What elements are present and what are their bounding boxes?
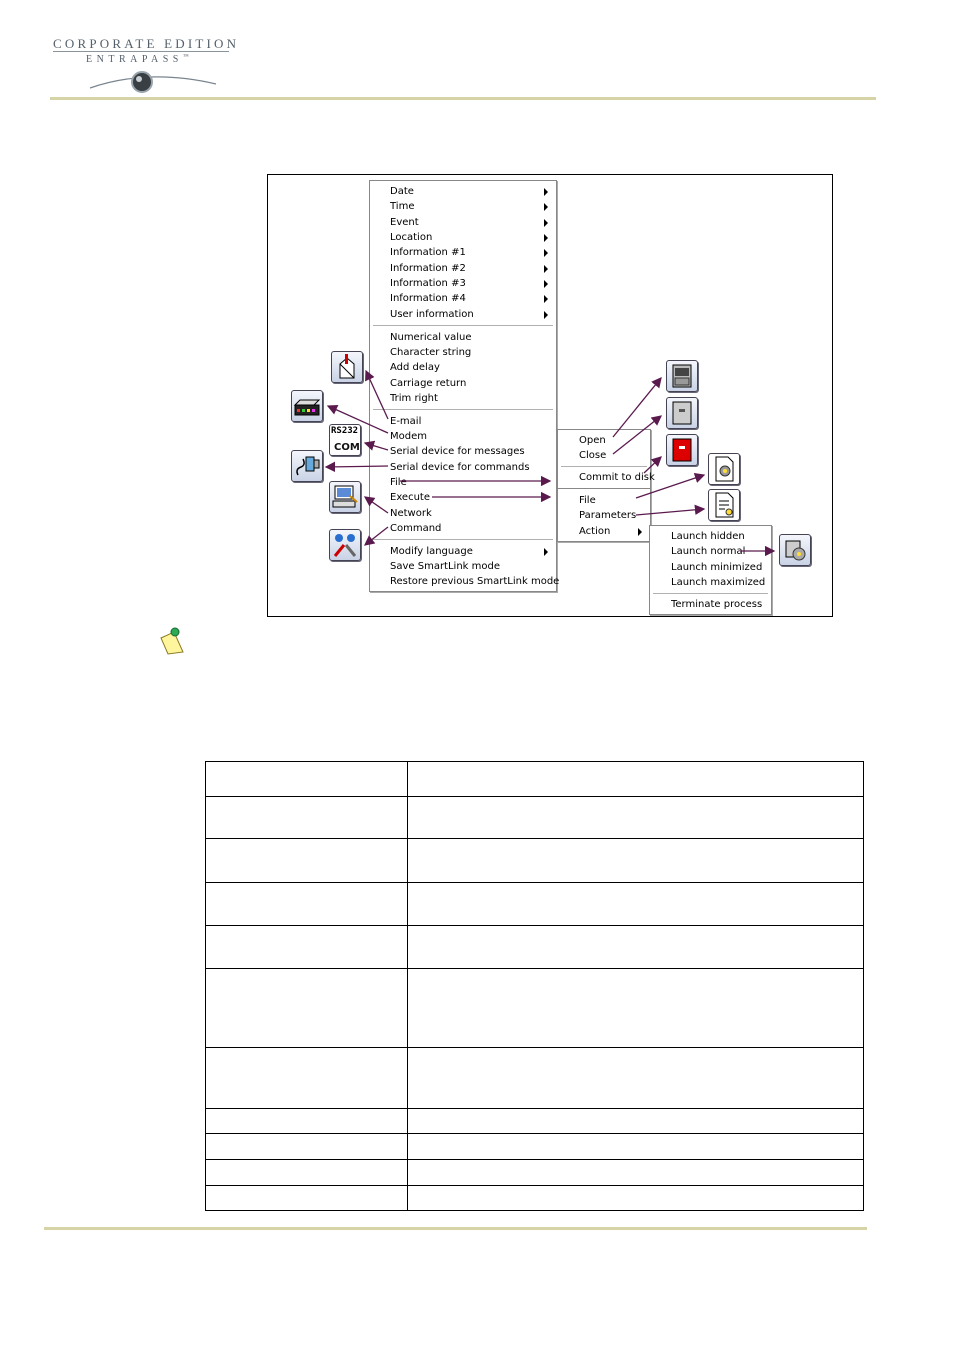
table-cell [206,926,408,969]
table-header-row [206,762,864,797]
file-commit-item[interactable]: Commit to disk [579,472,655,483]
menu-item-serial-commands[interactable]: Serial device for commands [390,462,530,473]
table-cell [206,762,408,797]
table-cell [408,1186,864,1211]
table-row [206,839,864,883]
execute-parameters-item[interactable]: Parameters [579,510,637,521]
launch-maximized-item[interactable]: Launch maximized [671,577,766,588]
menu-item-date[interactable]: Date [390,186,414,197]
table-cell [408,762,864,797]
menu-item-information-4[interactable]: Information #4 [390,293,466,304]
note-pushpin-icon [158,626,186,656]
table-cell [206,839,408,883]
menu-item-location[interactable]: Location [390,232,433,243]
brand-line-1: CORPORATE EDITION [53,36,240,51]
entrapass-logo [50,32,240,94]
table-cell [408,1048,864,1109]
table-row [206,1109,864,1134]
table-cell [408,839,864,883]
file-close-item[interactable]: Close [579,450,607,461]
description-table [205,761,864,1211]
table-cell [408,1109,864,1134]
rs232-label: RS232 [331,426,359,436]
table-cell [408,1134,864,1160]
execute-action-item[interactable]: Action [579,526,611,537]
menu-item-add-delay[interactable]: Add delay [390,362,440,373]
launch-normal-item[interactable]: Launch normal [671,546,746,557]
footer-rule [44,1227,867,1230]
menu-item-time[interactable]: Time [390,201,415,212]
launch-minimized-item[interactable]: Launch minimized [671,562,763,573]
table-cell [206,1160,408,1186]
menu-item-information-1[interactable]: Information #1 [390,247,466,258]
menu-item-execute[interactable]: Execute [390,492,430,503]
menu-item-command[interactable]: Command [390,523,442,534]
menu-item-numerical-value[interactable]: Numerical value [390,332,472,343]
table-cell [206,1109,408,1134]
table-cell [408,1160,864,1186]
menu-item-trim-right[interactable]: Trim right [390,393,438,404]
table-cell [408,969,864,1048]
brand-rule [53,51,229,52]
connector-arrows [268,175,834,618]
menu-item-email[interactable]: E-mail [390,416,422,427]
menu-item-network[interactable]: Network [390,508,432,519]
header-rule [50,97,876,100]
table-row [206,1160,864,1186]
table-row [206,883,864,926]
table-row [206,969,864,1048]
table-row [206,926,864,969]
file-open-item[interactable]: Open [579,435,606,446]
logo-swoosh-icon [88,68,218,94]
table-row [206,1134,864,1160]
launch-hidden-item[interactable]: Launch hidden [671,531,745,542]
smartlink-menu-figure [267,174,833,617]
brand-line-2: ENTRAPASS™ [86,54,189,65]
table-row [206,1186,864,1211]
table-cell [206,883,408,926]
menu-item-serial-messages[interactable]: Serial device for messages [390,446,525,457]
table-cell [206,969,408,1048]
menu-item-modem[interactable]: Modem [390,431,427,442]
table-cell [408,797,864,839]
table-cell [408,926,864,969]
table-cell [206,797,408,839]
menu-item-restore-smartlink[interactable]: Restore previous SmartLink mode [390,576,560,587]
menu-item-file[interactable]: File [390,477,407,488]
menu-item-modify-language[interactable]: Modify language [390,546,473,557]
table-cell [206,1134,408,1160]
com-label: COM [334,442,360,453]
table-row [206,797,864,839]
menu-item-information-2[interactable]: Information #2 [390,263,466,274]
menu-item-user-information[interactable]: User information [390,309,474,320]
table-row [206,1048,864,1109]
menu-item-carriage-return[interactable]: Carriage return [390,378,467,389]
menu-item-event[interactable]: Event [390,217,419,228]
menu-item-save-smartlink[interactable]: Save SmartLink mode [390,561,500,572]
execute-file-item[interactable]: File [579,495,596,506]
table-cell [408,883,864,926]
table-cell [206,1048,408,1109]
menu-item-character-string[interactable]: Character string [390,347,472,358]
table-cell [206,1186,408,1211]
terminate-process-item[interactable]: Terminate process [671,599,763,610]
menu-item-information-3[interactable]: Information #3 [390,278,466,289]
